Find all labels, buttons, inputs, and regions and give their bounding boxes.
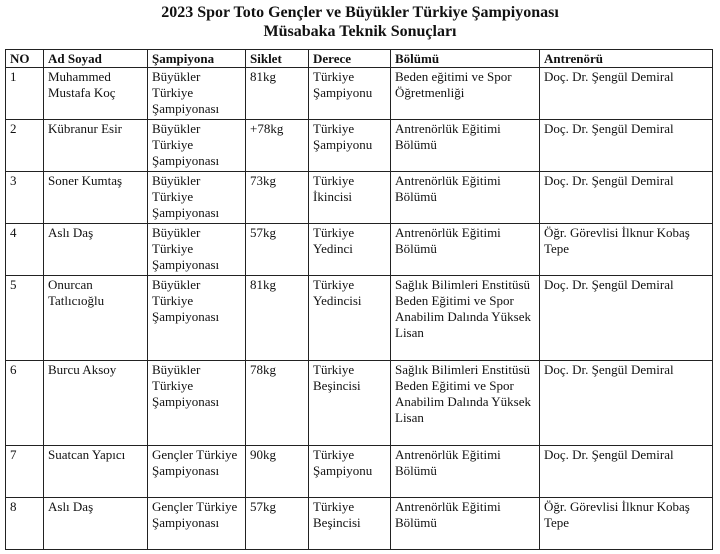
cell-no: 8 bbox=[6, 498, 44, 550]
cell-rank: Türkiye Şampiyonu bbox=[309, 68, 391, 120]
cell-coach: Doç. Dr. Şengül Demiral bbox=[540, 172, 713, 224]
cell-weight: 57kg bbox=[246, 498, 309, 550]
table-row bbox=[6, 446, 713, 498]
cell-rank: Türkiye Yedincisi bbox=[309, 276, 391, 361]
table-row bbox=[6, 172, 713, 224]
cell-coach: Doç. Dr. Şengül Demiral bbox=[540, 120, 713, 172]
table-body bbox=[6, 68, 713, 550]
cell-championship: Gençler Türkiye Şampiyonası bbox=[148, 446, 246, 498]
cell-rank: Türkiye Şampiyonu bbox=[309, 446, 391, 498]
cell-championship: Büyükler Türkiye Şampiyonası bbox=[148, 172, 246, 224]
cell-name: Suatcan Yapıcı bbox=[44, 446, 148, 498]
cell-department: Antrenörlük Eğitimi Bölümü bbox=[391, 446, 540, 498]
table-header bbox=[6, 50, 713, 68]
table-row bbox=[6, 120, 713, 172]
cell-name: Kübranur Esir bbox=[44, 120, 148, 172]
cell-coach: Doç. Dr. Şengül Demiral bbox=[540, 68, 713, 120]
header-coach: Antrenörü bbox=[540, 50, 713, 68]
cell-department: Sağlık Bilimleri Enstitüsü Beden Eğitimi ve Spor Anabilim Dalında Yüksek Lisan bbox=[391, 361, 540, 446]
table-row bbox=[6, 498, 713, 550]
table-row bbox=[6, 224, 713, 276]
cell-championship: Büyükler Türkiye Şampiyonası bbox=[148, 120, 246, 172]
cell-no: 3 bbox=[6, 172, 44, 224]
cell-rank: Türkiye Şampiyonu bbox=[309, 120, 391, 172]
header-department: Bölümü bbox=[391, 50, 540, 68]
table-row bbox=[6, 68, 713, 120]
results-table bbox=[5, 49, 713, 550]
cell-name: Burcu Aksoy bbox=[44, 361, 148, 446]
header-no: NO bbox=[6, 50, 44, 68]
cell-coach: Öğr. Görevlisi İlknur Kobaş Tepe bbox=[540, 498, 713, 550]
cell-no: 1 bbox=[6, 68, 44, 120]
cell-rank: Türkiye Beşincisi bbox=[309, 361, 391, 446]
cell-weight: 81kg bbox=[246, 68, 309, 120]
table-row bbox=[6, 276, 713, 361]
cell-no: 2 bbox=[6, 120, 44, 172]
header-championship: Şampiyona bbox=[148, 50, 246, 68]
title-line-1: 2023 Spor Toto Gençler ve Büyükler Türkiye Şampiyonası bbox=[161, 4, 559, 21]
cell-weight: 90kg bbox=[246, 446, 309, 498]
cell-weight: 81kg bbox=[246, 276, 309, 361]
cell-name: Onurcan Tatlıcıoğlu bbox=[44, 276, 148, 361]
cell-weight: 73kg bbox=[246, 172, 309, 224]
cell-no: 5 bbox=[6, 276, 44, 361]
header-name: Ad Soyad bbox=[44, 50, 148, 68]
cell-coach: Doç. Dr. Şengül Demiral bbox=[540, 276, 713, 361]
cell-coach: Doç. Dr. Şengül Demiral bbox=[540, 446, 713, 498]
cell-rank: Türkiye Beşincisi bbox=[309, 498, 391, 550]
cell-name: Aslı Daş bbox=[44, 498, 148, 550]
cell-championship: Büyükler Türkiye Şampiyonası bbox=[148, 276, 246, 361]
header-rank: Derece bbox=[309, 50, 391, 68]
cell-championship: Büyükler Türkiye Şampiyonası bbox=[148, 224, 246, 276]
cell-department: Sağlık Bilimleri Enstitüsü Beden Eğitimi ve Spor Anabilim Dalında Yüksek Lisan bbox=[391, 276, 540, 361]
document-title bbox=[0, 3, 720, 41]
cell-name: Muhammed Mustafa Koç bbox=[44, 68, 148, 120]
header-row bbox=[6, 50, 713, 68]
title-line-2: Müsabaka Teknik Sonuçları bbox=[263, 23, 457, 40]
cell-name: Aslı Daş bbox=[44, 224, 148, 276]
cell-no: 4 bbox=[6, 224, 44, 276]
cell-championship: Gençler Türkiye Şampiyonası bbox=[148, 498, 246, 550]
cell-weight: +78kg bbox=[246, 120, 309, 172]
cell-name: Soner Kumtaş bbox=[44, 172, 148, 224]
header-weight: Siklet bbox=[246, 50, 309, 68]
cell-weight: 78kg bbox=[246, 361, 309, 446]
cell-department: Antrenörlük Eğitimi Bölümü bbox=[391, 120, 540, 172]
table-row bbox=[6, 361, 713, 446]
cell-championship: Büyükler Türkiye Şampiyonası bbox=[148, 68, 246, 120]
cell-rank: Türkiye İkincisi bbox=[309, 172, 391, 224]
cell-weight: 57kg bbox=[246, 224, 309, 276]
cell-department: Antrenörlük Eğitimi Bölümü bbox=[391, 172, 540, 224]
cell-department: Beden eğitimi ve Spor Öğretmenliği bbox=[391, 68, 540, 120]
cell-coach: Öğr. Görevlisi İlknur Kobaş Tepe bbox=[540, 224, 713, 276]
cell-department: Antrenörlük Eğitimi Bölümü bbox=[391, 498, 540, 550]
cell-championship: Büyükler Türkiye Şampiyonası bbox=[148, 361, 246, 446]
cell-no: 6 bbox=[6, 361, 44, 446]
cell-rank: Türkiye Yedinci bbox=[309, 224, 391, 276]
cell-department: Antrenörlük Eğitimi Bölümü bbox=[391, 224, 540, 276]
cell-no: 7 bbox=[6, 446, 44, 498]
cell-coach: Doç. Dr. Şengül Demiral bbox=[540, 361, 713, 446]
